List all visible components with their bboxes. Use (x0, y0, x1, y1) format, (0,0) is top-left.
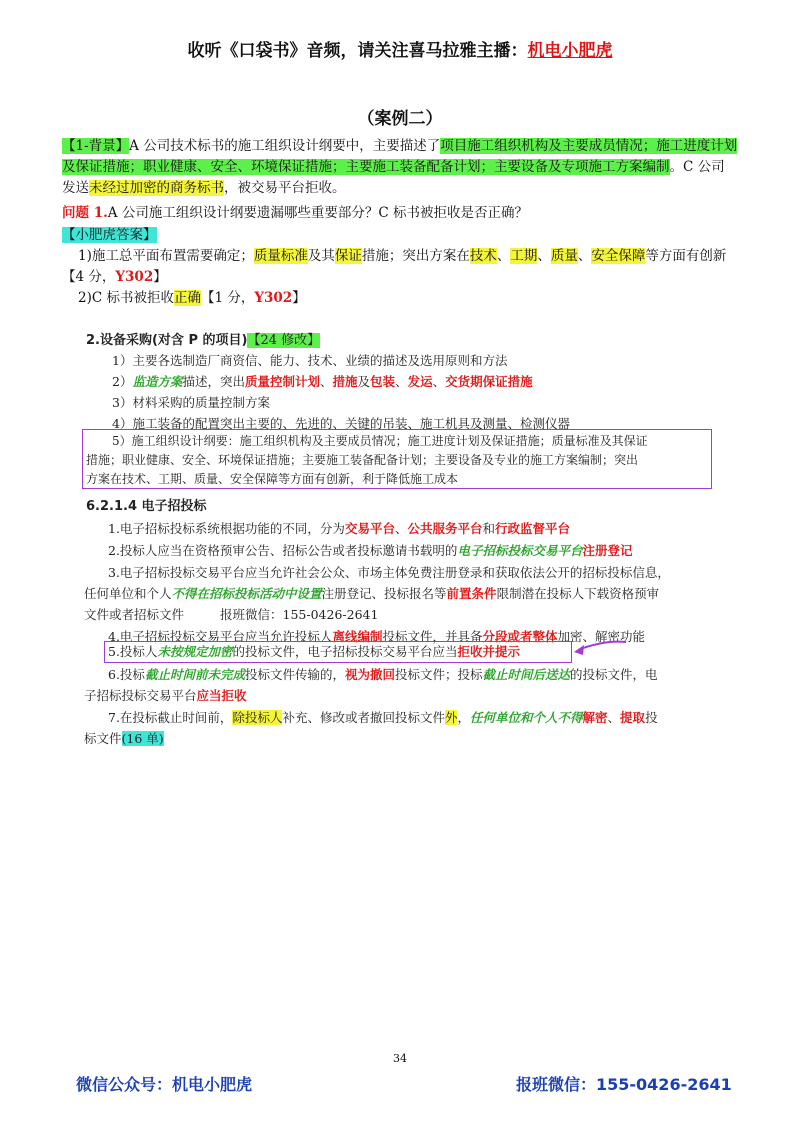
p-text: 和 (482, 521, 495, 536)
highlight-omitted: 项目施工组织机构及主要成员情况；施工进度计划及保证措施；职业健康、安全、环境保证措施；主要施工装备配备计划；主要设备及专项施工方案编制 (62, 138, 738, 175)
red-term: 注册登记 (582, 543, 633, 558)
answer-text: 1)施工总平面布置需要确定； (78, 248, 254, 264)
red-term: 质量控制计划 (244, 374, 320, 389)
answer-text: 及其 (307, 248, 335, 264)
p-text: 子招标投标交易平台 (84, 688, 197, 703)
section3-p1 (108, 518, 570, 539)
highlight: 工期 (510, 248, 538, 264)
p-text: 、 (607, 710, 621, 725)
answer-text: 、 (496, 248, 511, 264)
red-term: 分段或者整体 (482, 629, 558, 644)
answer-text: 、 (577, 248, 592, 264)
case-title: （案例二） (357, 109, 443, 129)
boxed-line-2: 措施；职业健康、安全、环境保证措施；主要施工装备配备计划；主要设备及专业的施工方案编制；突出 (86, 453, 639, 467)
red-term: 行政监督平台 (495, 521, 571, 536)
red-term: 发运 (407, 374, 433, 389)
highlight: 技术 (469, 248, 497, 264)
answer-tag: 【小肥虎答案】 (62, 227, 157, 243)
p-text: 补充、修改或者撤回投标文件 (282, 710, 445, 725)
red-term: 措施 (332, 374, 358, 389)
item-text: 、 (320, 374, 333, 389)
answer-text: 、 (537, 248, 551, 264)
p-text: 任何单位和个人 (84, 586, 172, 601)
green-term: 截止时间后送达 (482, 667, 571, 682)
header-title: 收听《口袋书》音频，请关注喜马拉雅主播： (187, 41, 528, 61)
p-text: 的投标文件，电子招标投标交易平台应当 (232, 644, 458, 659)
red-term: 前置条件 (446, 586, 497, 601)
section3-p3-line2 (84, 583, 659, 604)
p-text: 投标文件；投标 (394, 667, 483, 682)
p-text: 投标文件传输的， (244, 667, 345, 682)
section3-p6-line1 (108, 664, 658, 685)
page-header (0, 36, 800, 61)
p-text: 2.投标人应当在资格预审公告、招标公告或者投标邀请书载明的 (108, 543, 458, 558)
section2-heading (86, 330, 320, 351)
background-text: A 公司技术标书的施工组织设计纲要中，主要描述了 (129, 138, 441, 154)
background-paragraph (62, 136, 738, 199)
item-text: 、 (432, 374, 446, 389)
section3-p3-line3 (84, 604, 378, 625)
p-text: 6.投标 (108, 667, 145, 682)
p-text: 文件或者招标文件 (84, 607, 185, 622)
answer-ref: Y302 (254, 290, 293, 306)
answer-tag-line (62, 225, 738, 246)
section2-item-4: 4）施工装备的配置突出主要的、先进的、关键的吊装、施工机具及测量、检测仪器 (112, 416, 570, 431)
red-term: 离线编制 (332, 629, 383, 644)
question-line (62, 203, 738, 224)
item-text: 及 (357, 374, 371, 389)
p-text: 5.投标人 (108, 644, 158, 659)
header-host-link[interactable]: 机电小肥虎 (527, 41, 613, 61)
section2-item-1: 1）主要各选制造厂商资信、能力、技术、业绩的描述及选用原则和方法 (112, 353, 508, 368)
highlight: 保证 (334, 248, 362, 264)
red-term: 交货期保证措施 (445, 374, 533, 389)
p-text: 注册登记、投标报名等 (321, 586, 447, 601)
footer-left: 微信公众号：机电小肥虎 (76, 1075, 253, 1094)
section3-p6-line2 (84, 685, 247, 706)
highlight-unencrypted: 未经过加密的商务标书 (89, 180, 224, 196)
p-text: 限制潜在投标人下载资格预审 (496, 586, 660, 601)
highlight: 质量 (550, 248, 578, 264)
p-text: 标文件 (84, 731, 122, 746)
green-term: 未按规定加密 (157, 644, 233, 659)
answer-text: 等方面有创新【4 分， (62, 248, 727, 285)
section3-p7-line2 (84, 728, 164, 749)
boxed-line-1: 5）施工组织设计纲要：施工组织机构及主要成员情况；施工进度计划及保证措施；质量标准及其保证 (112, 434, 648, 448)
answer-text: 】 (292, 290, 306, 306)
highlight: 正确 (173, 290, 201, 306)
green-term: 监造方案 (132, 374, 183, 389)
red-term: 拒收并提示 (457, 644, 520, 659)
section2-title: 2.设备采购(对含 P 的项目) (86, 333, 248, 348)
p-text: 、 (394, 521, 408, 536)
arrow-icon (570, 636, 630, 662)
p-text: 投 (645, 710, 658, 725)
highlight: 质量标准 (253, 248, 308, 264)
answer-2 (62, 288, 738, 309)
p-text: 的投标文件，电 (570, 667, 658, 682)
item-number: 2） (112, 374, 133, 389)
section3-p5 (108, 641, 520, 662)
background-tag: 【1-背景】 (62, 138, 130, 154)
green-term: 任何单位和个人不得 (470, 710, 583, 725)
background-text: ，被交易平台拒收。 (224, 180, 346, 196)
red-term: 交易平台 (344, 521, 395, 536)
green-term: 截止时间前未完成 (144, 667, 245, 682)
background-text: 。C 公司发送 (62, 159, 725, 196)
footer-right: 报班微信：155-0426-2641 (516, 1075, 732, 1094)
answer-text: 】 (153, 269, 167, 285)
highlight: 外 (444, 710, 458, 725)
p-text: 投标文件，并具备 (382, 629, 483, 644)
section3-p2 (108, 540, 632, 561)
item-text: 、 (395, 374, 408, 389)
question-text: A 公司施工组织设计纲要遗漏哪些重要部分？C 标书被拒收是否正确？ (107, 205, 528, 221)
answer-text: 措施；突出方案在 (361, 248, 470, 264)
p-text: ， (457, 710, 470, 725)
section2-item-3: 3）材料采购的质量控制方案 (112, 395, 270, 410)
green-term: 不得在招标投标活动中设置 (171, 586, 322, 601)
answer-text: 2)C 标书被拒收 (78, 290, 174, 306)
red-term: 应当拒收 (196, 688, 247, 703)
boxed-line-3: 方案在技术、工期、质量、安全保障等方面有创新，利于降低施工成本 (86, 472, 459, 486)
p-text: 7.在投标截止时间前， (108, 710, 233, 725)
section2-item-2 (112, 371, 533, 392)
answer-1 (62, 246, 738, 288)
p-text: 1.电子招标投标系统根据功能的不同，分为 (108, 521, 345, 536)
page-number: 34 (393, 1052, 407, 1065)
red-term: 解密 (582, 710, 608, 725)
section3-p7-line1 (108, 707, 658, 728)
wechat-contact: 报班微信：155-0426-2641 (220, 607, 379, 622)
section2-tag: 【24 修改】 (247, 333, 321, 348)
red-term: 公共服务平台 (407, 521, 483, 536)
section3-p3-line1: 3.电子招标投标交易平台应当允许社会公众、市场主体免费注册登录和获取依法公开的招标投标信息， (108, 565, 670, 580)
question-label: 问题 1. (62, 205, 108, 221)
answer-text: 【1 分， (200, 290, 255, 306)
answer-ref: Y302 (115, 269, 154, 285)
p-text: 加密、解密功能 (557, 629, 645, 644)
red-term: 包装 (370, 374, 396, 389)
red-term: 视为撤回 (344, 667, 395, 682)
highlight: 除投标人 (232, 710, 283, 725)
green-term: 电子招标投标交易平台 (457, 543, 583, 558)
section3-title: 6.2.1.4 电子招投标 (86, 499, 207, 514)
red-term: 提取 (620, 710, 646, 725)
p-text: 4.电子招标投标交易平台应当允许投标人 (108, 629, 333, 644)
count-badge: (16 单) (121, 731, 164, 746)
item-text: 描述，突出 (182, 374, 245, 389)
highlight: 安全保障 (591, 248, 646, 264)
